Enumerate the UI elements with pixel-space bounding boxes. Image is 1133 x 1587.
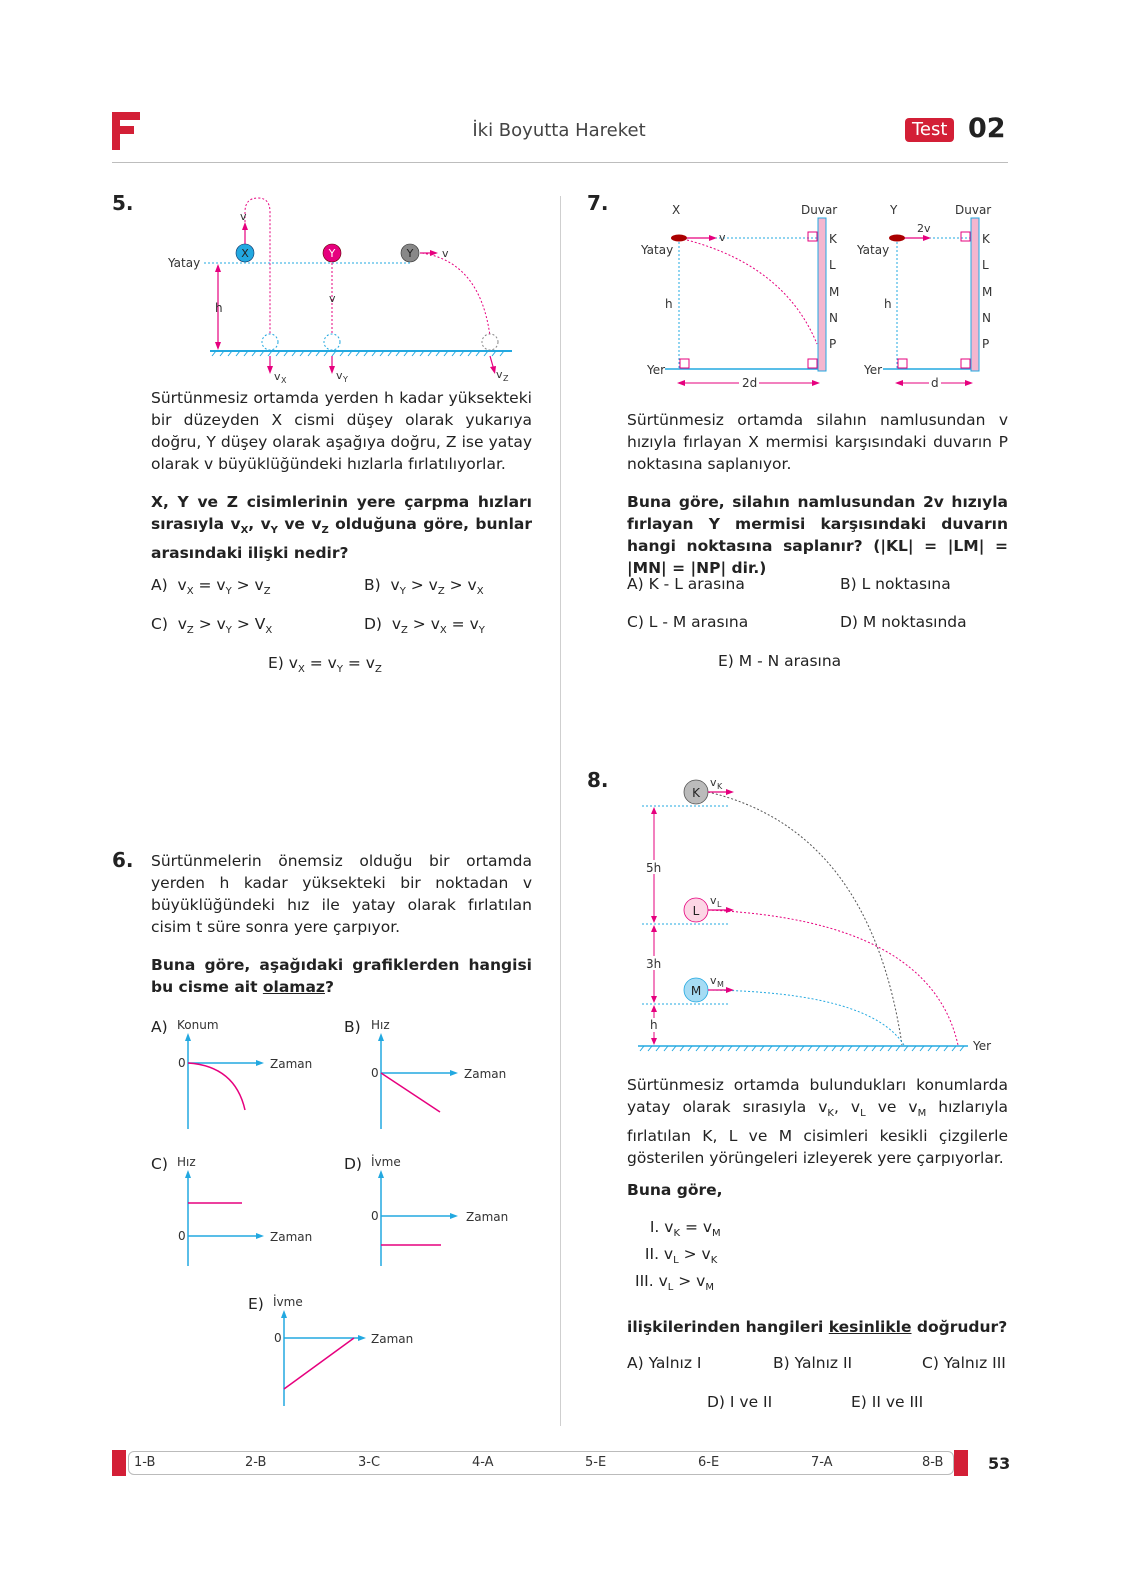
test-number: 02 — [968, 113, 1006, 144]
answer-key-item: 7-A — [811, 1455, 833, 1470]
q6-graph-a[interactable] — [170, 1014, 330, 1134]
svg-text:2d: 2d — [742, 376, 758, 390]
q7-option-a[interactable]: A) K - L arasına — [627, 575, 745, 593]
question-7-stem: Sürtünmesiz ortamda silahın namlusundan v hızıyla fırlayan X mermisi karşısındaki duvarın P noktasına saplanıyor. — [627, 411, 1008, 473]
svg-text:Yer: Yer — [864, 363, 883, 377]
q5-vz-label: v — [442, 247, 449, 260]
answer-key-left-marker — [112, 1450, 126, 1476]
svg-text:Yatay: Yatay — [641, 243, 674, 257]
page-title: İki Boyutta Hareket — [472, 120, 646, 141]
svg-text:0: 0 — [178, 1056, 186, 1070]
page-number: 53 — [988, 1454, 1011, 1473]
question-8-question: ilişkilerinden hangileri kesinlikle doğrudur? — [627, 1318, 1008, 1336]
svg-text:0: 0 — [274, 1331, 282, 1345]
q6-option-a-label[interactable]: A) — [151, 1018, 168, 1036]
svg-text:K: K — [829, 232, 837, 246]
question-6-question: Buna göre, aşağıdaki grafiklerden hangisi bu cisme ait olamaz? — [151, 956, 532, 996]
q8-statement-1: I. $v_K = v_M$ — [640, 1218, 721, 1240]
column-divider — [560, 196, 561, 1426]
question-5-stem: Sürtünmesiz ortamda yerden h kadar yüksekteki bir düzeyden X cismi düşey olarak yukarıya doğru, Y düşey olarak aşağıya doğru, Z ise yatay olarak v büyüklüğündeki hızlarla fırlatılıyorlar. — [151, 389, 532, 473]
q5-vy-label: v — [329, 292, 336, 305]
question-8-number: 8. — [587, 768, 609, 792]
q8-option-a[interactable]: A) Yalnız I — [627, 1354, 702, 1372]
q5-vz-sub: Z — [503, 374, 509, 383]
svg-text:M: M — [690, 984, 702, 998]
q6-graph-c[interactable] — [170, 1151, 330, 1271]
svg-text:P: P — [829, 337, 837, 351]
q5-vy-sub: Y — [343, 375, 348, 384]
answer-key-item: 5-E — [585, 1455, 607, 1470]
question-6-number: 6. — [112, 848, 134, 872]
svg-text:Zaman: Zaman — [270, 1057, 313, 1071]
svg-text:L: L — [829, 258, 836, 272]
answer-key-item: 2-B — [245, 1455, 267, 1470]
svg-text:K: K — [692, 786, 700, 800]
svg-text:v: v — [496, 368, 503, 381]
q5-option-e[interactable]: E) $v_X = v_Y = v_Z$ — [268, 654, 382, 676]
svg-text:0: 0 — [371, 1066, 379, 1080]
question-5-number: 5. — [112, 191, 134, 215]
question-8-figure — [630, 770, 1010, 1060]
question-8-stem: Sürtünmesiz ortamda bulundukları konumlarda yatay olarak sırasıyla $v_K$, $v_L$ ve $v_M$ hızlarıyla fırlatılan K, L ve M cisimleri kesikli çizgilerle gösterilen yörüngeleri izleyerek yere çarpıyorlar. — [627, 1076, 1008, 1168]
svg-text:K: K — [717, 782, 723, 791]
svg-text:İvme: İvme — [273, 1295, 303, 1309]
svg-text:Duvar: Duvar — [801, 203, 838, 217]
svg-text:0: 0 — [371, 1209, 379, 1223]
q7-option-e[interactable]: E) M - N arasına — [718, 652, 842, 670]
q6-option-e-label[interactable]: E) — [248, 1295, 264, 1313]
svg-text:Hız: Hız — [177, 1155, 196, 1169]
svg-text:h: h — [650, 1018, 658, 1032]
q5-option-a[interactable]: A) $v_X = v_Y > v_Z$ — [151, 576, 271, 598]
svg-text:Y: Y — [890, 203, 898, 217]
svg-text:M: M — [717, 980, 724, 989]
q6-graph-d[interactable] — [364, 1151, 524, 1271]
svg-text:L: L — [692, 904, 700, 918]
answer-key-item: 1-B — [134, 1455, 156, 1470]
q5-option-c[interactable]: C) $v_Z > v_Y > V_X$ — [151, 615, 273, 637]
svg-text:Duvar: Duvar — [955, 203, 992, 217]
question-7-number: 7. — [587, 191, 609, 215]
q5-option-b[interactable]: B) $v_Y > v_Z > v_X$ — [364, 576, 484, 598]
q5-yatay-label: Yatay — [168, 256, 201, 270]
svg-text:0: 0 — [178, 1229, 186, 1243]
q5-ball-y-label: Y — [328, 247, 336, 260]
question-7-figure — [635, 196, 1015, 396]
svg-text:N: N — [982, 311, 991, 325]
svg-text:Yatay: Yatay — [857, 243, 890, 257]
question-6-stem: Sürtünmelerin önemsiz olduğu bir ortamda yerden h kadar yüksekteki bir noktadan v büyüklüğündeki hız ile yatay olarak fırlatılan cisim t süre sonra yere çarpıyor. — [151, 852, 532, 936]
test-badge: Test — [905, 118, 954, 142]
svg-text:d: d — [931, 376, 939, 390]
svg-text:h: h — [665, 297, 673, 311]
q5-ball-z-label: Y — [406, 247, 414, 260]
svg-text:L: L — [717, 900, 722, 909]
answer-key-item: 8-B — [922, 1455, 944, 1470]
q8-option-c[interactable]: C) Yalnız III — [922, 1354, 1006, 1372]
question-8-lead: Buna göre, — [627, 1181, 723, 1199]
q5-option-d[interactable]: D) $v_Z > v_X = v_Y$ — [364, 615, 485, 637]
q5-h-label: h — [215, 301, 223, 315]
svg-text:K: K — [982, 232, 990, 246]
svg-text:2v: 2v — [917, 222, 931, 235]
answer-key-item: 4-A — [472, 1455, 494, 1470]
svg-text:Zaman: Zaman — [464, 1067, 507, 1081]
svg-text:Yer: Yer — [973, 1039, 992, 1053]
svg-text:İvme: İvme — [371, 1155, 401, 1169]
svg-text:Konum: Konum — [177, 1018, 219, 1032]
question-5-question: X, Y ve Z cisimlerinin yere çarpma hızları sırasıyla $v_X$, $v_Y$ ve $v_Z$ olduğuna göre, bunlar arasındaki ilişki nedir? — [151, 493, 532, 563]
svg-text:v: v — [710, 894, 717, 907]
q8-option-e[interactable]: E) II ve III — [851, 1393, 924, 1411]
svg-text:L: L — [982, 258, 989, 272]
q7-option-d[interactable]: D) M noktasında — [840, 613, 967, 631]
q7-option-c[interactable]: C) L - M arasına — [627, 613, 749, 631]
svg-text:h: h — [884, 297, 892, 311]
q5-vx-up-label: v — [240, 210, 247, 223]
q5-vx-sub: X — [281, 376, 287, 385]
svg-text:Zaman: Zaman — [466, 1210, 509, 1224]
q8-option-b[interactable]: B) Yalnız II — [773, 1354, 853, 1372]
q6-graph-e[interactable] — [266, 1291, 426, 1411]
svg-text:v: v — [336, 369, 343, 382]
svg-text:v: v — [274, 370, 281, 383]
q6-option-d-label[interactable]: D) — [344, 1155, 362, 1173]
answer-key-item: 3-C — [358, 1455, 381, 1470]
svg-text:v: v — [710, 776, 717, 789]
svg-text:M: M — [829, 285, 840, 299]
svg-text:Zaman: Zaman — [371, 1332, 414, 1346]
answer-key-item: 6-E — [698, 1455, 720, 1470]
q6-option-c-label[interactable]: C) — [151, 1155, 168, 1173]
svg-text:v: v — [719, 231, 726, 244]
q8-statement-2: II. $v_L > v_K$ — [640, 1245, 718, 1267]
q8-statement-3: III. $v_L > v_M$ — [635, 1272, 714, 1294]
q8-option-d[interactable]: D) I ve II — [707, 1393, 773, 1411]
svg-text:Yer: Yer — [647, 363, 666, 377]
answer-key-right-marker — [954, 1450, 968, 1476]
svg-text:M: M — [982, 285, 993, 299]
svg-text:X: X — [672, 203, 681, 217]
svg-text:Hız: Hız — [371, 1018, 390, 1032]
header-divider — [112, 162, 1008, 163]
q6-option-b-label[interactable]: B) — [344, 1018, 361, 1036]
svg-text:N: N — [829, 311, 838, 325]
question-5-figure — [160, 190, 530, 390]
svg-text:5h: 5h — [646, 861, 662, 875]
question-7-question: Buna göre, silahın namlusundan 2v hızıyla fırlayan Y mermisi karşısındaki duvarın hangi noktasına saplanır? (|KL| = |LM| = |MN| = |NP| dir.) — [627, 493, 1008, 577]
q5-ball-x-label: X — [241, 247, 249, 260]
q7-option-b[interactable]: B) L noktasına — [840, 575, 951, 593]
svg-text:Zaman: Zaman — [270, 1230, 313, 1244]
svg-text:P: P — [982, 337, 990, 351]
svg-text:v: v — [710, 974, 717, 987]
q6-graph-b[interactable] — [364, 1014, 524, 1134]
svg-text:3h: 3h — [646, 957, 662, 971]
